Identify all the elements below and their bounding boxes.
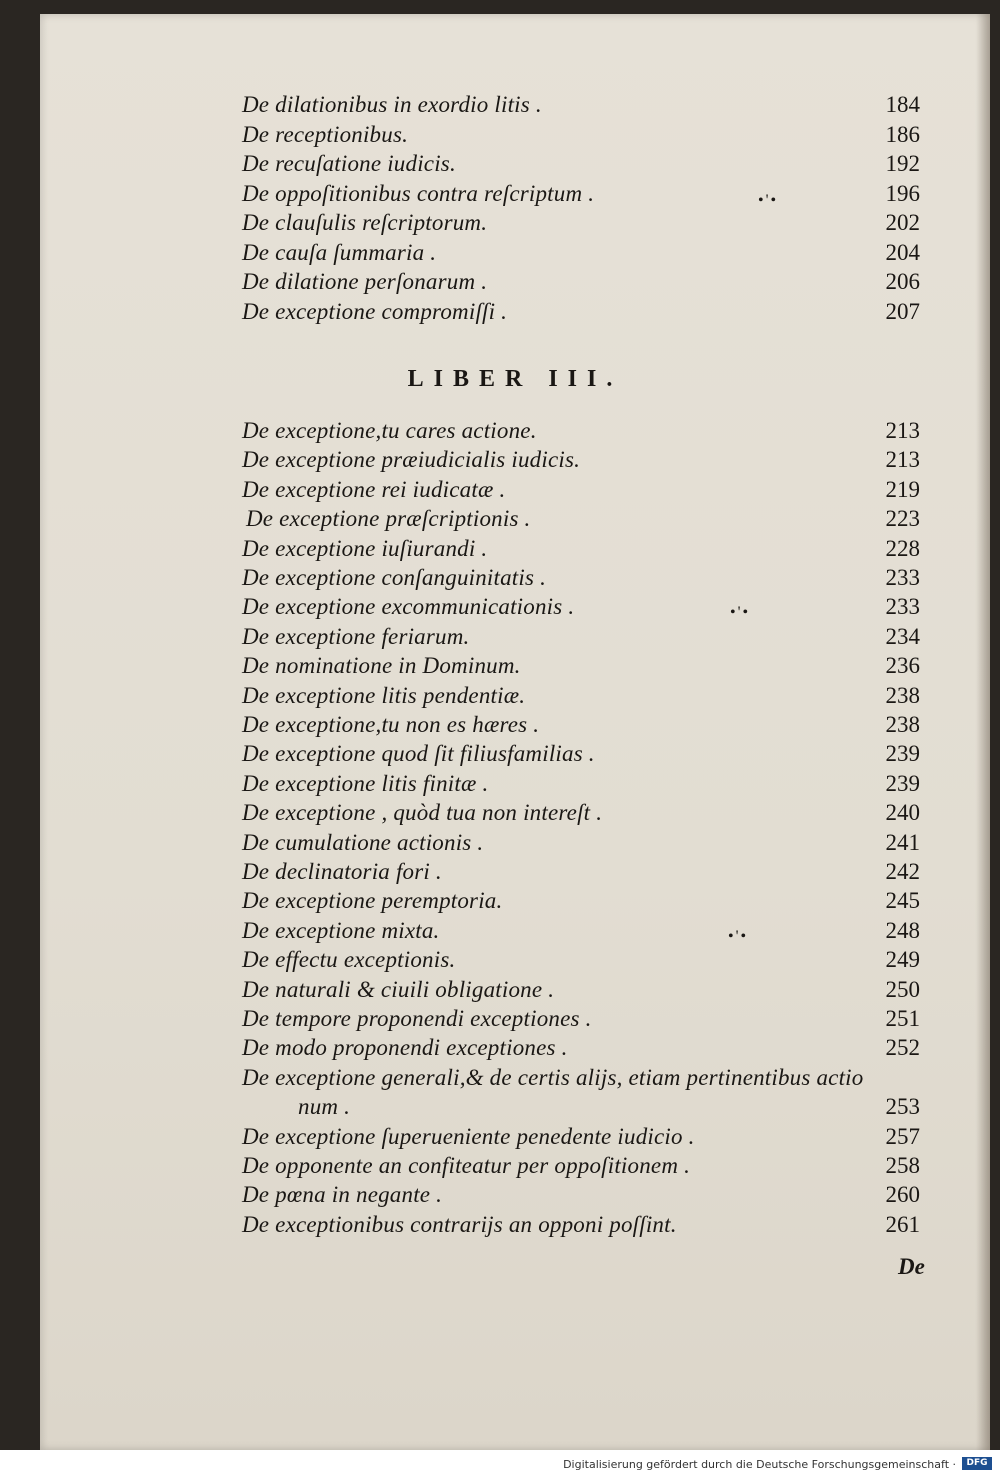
toc-entry-page: 206 <box>885 269 920 294</box>
toc-entry-page: 202 <box>885 210 920 235</box>
toc-entry-title: De exceptione , quòd tua non intereſt . <box>242 800 603 826</box>
toc-entry-title: De cumulatione actionis . <box>242 829 484 855</box>
toc-entry-page: 261 <box>885 1211 920 1237</box>
toc-entry-title: De opponente an confiteatur per oppoſitionem . <box>242 1153 691 1178</box>
toc-entry-title: De exceptione compromiſſi . <box>242 298 508 324</box>
toc-entry-page: 207 <box>885 298 920 324</box>
toc-entry-page: 241 <box>885 829 920 855</box>
toc-entry-page: 233 <box>885 565 920 590</box>
toc-entry-title: De oppoſitionibus contra reſcriptum . <box>242 180 595 206</box>
toc-entry-page: 204 <box>885 239 920 265</box>
toc-entry-title: De exceptione peremptoria. <box>242 888 503 914</box>
toc-entry-title: De pœna in negante . <box>242 1182 443 1208</box>
toc-entry-title: De exceptione,tu cares actione. <box>242 418 537 443</box>
toc-entry-title: num . <box>298 1094 351 1120</box>
toc-entry-title: De exceptione quod ſit filiusfamilias . <box>242 741 595 767</box>
toc-entry-page: 260 <box>885 1182 920 1208</box>
toc-entry-title: De exceptione litis finitæ . <box>242 770 489 796</box>
toc-entry-title: De exceptione iuſiurandi . <box>242 535 488 561</box>
toc-entry-page: 253 <box>885 1094 920 1120</box>
toc-entry-page: 238 <box>885 682 920 708</box>
toc-entry-page: 213 <box>885 418 920 443</box>
toc-entry-page: 251 <box>885 1006 920 1031</box>
toc-entry-title: De exceptione feriarum. <box>242 623 470 649</box>
toc-entry-title: De clauſulis reſcriptorum. <box>242 210 488 235</box>
ornament-dots: •'• <box>730 604 751 621</box>
toc-entry-page: 234 <box>885 623 920 649</box>
toc-entry-page: 228 <box>885 535 920 561</box>
toc-entry-title: De declinatoria fori . <box>242 859 442 884</box>
toc-entry-page: 239 <box>885 770 920 796</box>
toc-entry-title: De exceptione conſanguinitatis . <box>242 565 547 590</box>
toc-entry-page: 233 <box>885 594 920 620</box>
toc-entry-page: 248 <box>885 917 920 943</box>
toc-entry-title: De cauſa ſummaria . <box>242 239 437 265</box>
toc-entry-title: De dilatione perſonarum . <box>242 269 488 294</box>
toc-entry-title: De exceptione,tu non es hæres . <box>242 712 540 737</box>
digitization-footer <box>0 1450 1000 1478</box>
toc-entry-title: De exceptione præiudicialis iudicis. <box>242 447 581 473</box>
toc-entry-title: De exceptione litis pendentiæ. <box>242 682 526 708</box>
catchword: De <box>898 1254 925 1279</box>
toc-entry-title: De tempore proponendi exceptiones . <box>242 1006 592 1031</box>
funding-credit: Digitalisierung gefördert durch die Deutsche Forschungsgemeinschaft · <box>563 1458 956 1471</box>
toc-entry-page: 258 <box>885 1153 920 1178</box>
ornament-dots: •'• <box>758 192 779 209</box>
toc-entry-page: 186 <box>885 121 920 147</box>
toc-entry-title: De modo proponendi exceptiones . <box>242 1035 568 1061</box>
toc-entry-title: De dilationibus in exordio litis . <box>242 92 542 117</box>
toc-entry-page: 239 <box>885 741 920 767</box>
toc-entry-title: De recuſatione iudicis. <box>242 151 456 176</box>
toc-entry-page: 249 <box>885 947 920 973</box>
toc-entry-page: 236 <box>885 653 920 679</box>
toc-entry-page: 184 <box>885 92 920 117</box>
dfg-logo-icon: DFG <box>962 1457 992 1470</box>
toc-entry-title: De exceptionibus contrarijs an opponi poſſint. <box>242 1211 677 1237</box>
toc-entry-title: De exceptione præſcriptionis . <box>246 506 531 532</box>
toc-entry-page: 245 <box>885 888 920 914</box>
toc-entry-page: 252 <box>885 1035 920 1061</box>
section-heading: LIBER III. <box>407 366 623 392</box>
toc-entry-page: 240 <box>885 800 920 826</box>
toc-entry-page: 213 <box>885 447 920 473</box>
toc-entry-title: De exceptione mixta. <box>242 917 440 943</box>
table-of-contents <box>40 14 990 1450</box>
toc-entry-title: De naturali & ciuili obligatione . <box>242 976 555 1002</box>
toc-entry-page: 257 <box>885 1123 920 1149</box>
toc-entry-title: De exceptione rei iudicatæ . <box>242 476 506 502</box>
toc-entry-page: 238 <box>885 712 920 737</box>
ornament-dots: •'• <box>728 928 749 945</box>
toc-entry-page: 192 <box>885 151 920 176</box>
toc-entry-page: 219 <box>885 476 920 502</box>
toc-entry-title: De effectu exceptionis. <box>242 947 456 973</box>
toc-entry-title: De nominatione in Dominum. <box>242 653 521 679</box>
toc-entry-page: 250 <box>885 976 920 1002</box>
toc-entry-page: 223 <box>885 506 920 532</box>
toc-entry-page: 196 <box>885 180 920 206</box>
toc-entry-title: De receptionibus. <box>242 121 409 147</box>
toc-entry-title: De exceptione ſuperueniente penedente iudicio . <box>242 1123 695 1149</box>
toc-entry-title: De exceptione excommunicationis . <box>242 594 575 620</box>
toc-entry-title: De exceptione generali,& de certis alijs, etiam pertinentibus actio <box>242 1064 864 1090</box>
book-page <box>40 14 990 1450</box>
toc-entry-page: 242 <box>885 859 920 884</box>
